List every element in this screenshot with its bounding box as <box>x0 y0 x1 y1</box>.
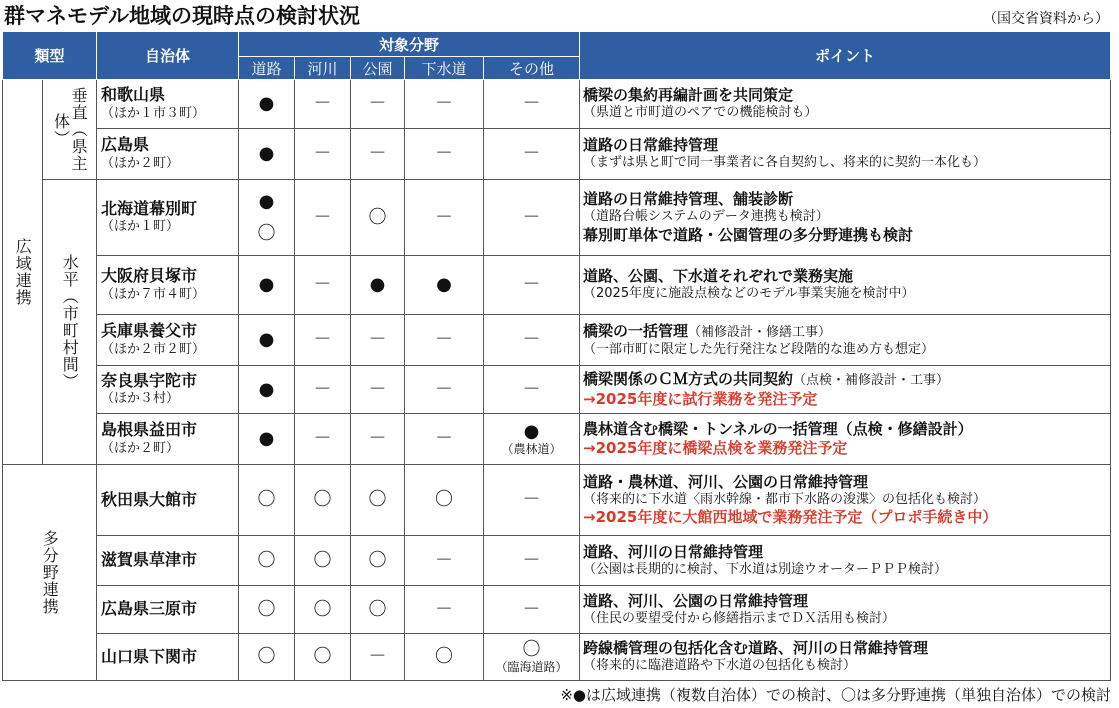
municipality-partners: （ほか７市４町） <box>101 286 206 302</box>
municipality-partners: （ほか１市３町） <box>101 105 206 121</box>
point-schedule: →2025年度に大館西地域で業務発注予定（プロポ手続き中） <box>583 508 998 527</box>
field-mark: － <box>368 646 387 667</box>
point-note: （住民の要望受付から修繕指示までＤＸ活用も検討） <box>583 610 896 626</box>
field-mark-cell <box>351 536 405 586</box>
municipality-cell <box>97 465 239 536</box>
point-cell <box>580 366 1111 414</box>
field-mark-cell <box>484 129 580 180</box>
municipality-name: 大阪府貝塚市 <box>101 266 198 286</box>
municipality-cell <box>97 180 239 256</box>
field-mark: ● <box>258 378 275 400</box>
field-mark-cell <box>405 180 484 256</box>
table-row <box>3 536 1111 586</box>
field-mark-cell <box>239 80 295 129</box>
category-wide <box>3 80 43 465</box>
field-mark-cell <box>351 129 405 180</box>
field-mark: － <box>368 143 387 164</box>
field-mark: － <box>435 378 454 400</box>
field-mark: 〇 <box>435 646 454 667</box>
field-mark: － <box>313 93 332 114</box>
status-table <box>2 31 1111 681</box>
table-row <box>3 586 1111 634</box>
field-mark-cell <box>405 634 484 681</box>
field-mark: ● <box>369 274 386 295</box>
category-vertical-label: 垂直（県主体） <box>51 87 89 172</box>
header-field-sewer: 下水道 <box>405 57 484 80</box>
field-mark-cell <box>239 366 295 414</box>
field-mark-cell <box>351 180 405 256</box>
field-mark: 〇 <box>313 549 332 571</box>
point-note: （道路台帳システムのデータ連携も検討） <box>583 209 829 225</box>
municipality-cell <box>97 80 239 129</box>
point-cell <box>580 256 1111 315</box>
point-note: （県道と市町道のペアでの機能検討も） <box>583 105 818 121</box>
other-field-note: （農林道） <box>501 442 562 456</box>
point-main: 橋梁関係のＣＭ方式の共同契約 <box>583 370 794 389</box>
point-cell <box>580 465 1111 536</box>
field-mark: － <box>435 93 454 114</box>
point-main: 跨線橋管理の包括化含む道路、河川の日常維持管理 <box>583 639 929 658</box>
field-mark: － <box>368 428 387 449</box>
field-mark-cell <box>484 586 580 634</box>
footnote: ※●は広域連携（複数自治体）での検討、〇は多分野連携（単独自治体）での検討 <box>560 686 1111 704</box>
point-note: （2025年度に施設点検などのモデル事業実施を検討中） <box>583 286 915 302</box>
point-inline-note: （点検・補修設計・工事） <box>793 373 950 389</box>
municipality-cell <box>97 315 239 366</box>
field-mark-cell <box>405 80 484 129</box>
table-row <box>3 129 1111 180</box>
field-mark: ● <box>258 274 275 295</box>
field-mark-cell <box>405 465 484 536</box>
point-main: 道路・農林道、河川、公園の日常維持管理 <box>583 472 869 491</box>
point-note: （一部市町に限定した先行発注など段階的な進め方も想定） <box>583 341 935 357</box>
field-mark: 〇 <box>368 489 387 510</box>
field-mark: ● <box>258 93 275 114</box>
header-fields: 対象分野 <box>239 32 580 57</box>
field-mark: － <box>522 489 541 510</box>
point-cell <box>580 414 1111 465</box>
field-mark-cell <box>295 465 351 536</box>
field-mark: 〇 <box>257 646 276 667</box>
point-main: 道路の日常維持管理、舗装診断 <box>583 190 794 209</box>
point-cell <box>580 180 1111 256</box>
field-mark: － <box>313 378 332 400</box>
municipality-name: 島根県益田市 <box>101 420 198 440</box>
point-schedule: →2025年度に橋梁点検を業務発注予定 <box>583 439 848 457</box>
point-inline-note: （補修設計・修繕工事） <box>688 325 832 340</box>
point-main: 道路、河川、公園の日常維持管理 <box>583 591 809 610</box>
field-mark: － <box>522 598 541 620</box>
field-mark: 〇 <box>435 489 454 510</box>
field-mark-cell <box>239 129 295 180</box>
municipality-cell <box>97 634 239 681</box>
field-mark-cell <box>239 414 295 465</box>
field-mark: － <box>368 329 387 350</box>
field-mark: 〇 <box>522 639 541 660</box>
header-field-other: その他 <box>484 57 580 80</box>
point-main: 道路、河川の日常維持管理 <box>583 542 764 561</box>
point-note: （公園は長期的に検討、下水道は別途ウオーターＰＰＰ検討） <box>583 561 948 577</box>
field-mark: － <box>522 378 541 400</box>
point-note: （まずは県と町で同一事業者に各自契約し、将来的に契約一本化も） <box>583 155 987 171</box>
field-mark-cell <box>351 414 405 465</box>
header-field-park: 公園 <box>351 57 405 80</box>
municipality-name: 秋田県大館市 <box>101 489 198 509</box>
point-line <box>583 370 1110 390</box>
category-multi <box>3 465 97 681</box>
field-mark: － <box>368 93 387 114</box>
header-point: ポイント <box>580 32 1111 80</box>
municipality-cell <box>97 256 239 315</box>
field-mark: － <box>313 329 332 350</box>
field-mark: － <box>435 549 454 571</box>
header-type: 類型 <box>3 32 97 80</box>
field-mark-cell <box>239 536 295 586</box>
table-row <box>3 315 1111 366</box>
field-mark-cell <box>295 80 351 129</box>
field-mark-cell <box>239 465 295 536</box>
point-cell <box>580 129 1111 180</box>
field-mark-cell <box>405 414 484 465</box>
field-mark-cell <box>484 180 580 256</box>
municipality-name: 広島県三原市 <box>101 599 198 619</box>
point-note: （将来的に臨港道路や下水道の包括化も検討） <box>583 658 857 674</box>
field-mark: － <box>435 206 454 228</box>
field-mark: ● <box>258 143 275 164</box>
point-main: 農林道含む橋梁・トンネルの一括管理（点検・修繕設計） <box>583 419 973 438</box>
field-mark-cell <box>351 634 405 681</box>
field-mark: ● <box>258 329 275 350</box>
field-mark-cell <box>484 414 580 465</box>
field-mark-cell <box>484 80 580 129</box>
field-mark: － <box>313 143 332 164</box>
municipality-partners: （ほか２町） <box>101 440 180 456</box>
field-mark: － <box>435 428 454 449</box>
field-mark-cell <box>351 366 405 414</box>
field-mark: 〇 <box>257 598 276 620</box>
point-schedule: →2025年度に試行業務を発注予定 <box>583 389 818 408</box>
field-mark-cell <box>239 586 295 634</box>
field-mark-cell <box>295 315 351 366</box>
field-mark-cell <box>484 634 580 681</box>
field-mark: ● <box>258 428 275 449</box>
field-mark-cell <box>239 180 295 256</box>
municipality-name: 広島県 <box>101 135 150 155</box>
header-field-river: 河川 <box>295 57 351 80</box>
field-mark: － <box>313 428 332 449</box>
point-cell <box>580 536 1111 586</box>
field-mark: 〇 <box>368 598 387 620</box>
municipality-name: 兵庫県養父市 <box>101 321 198 341</box>
field-mark-cell <box>484 315 580 366</box>
municipality-name: 和歌山県 <box>101 85 166 105</box>
field-mark: － <box>522 143 541 164</box>
point-cell <box>580 80 1111 129</box>
header-municipality: 自治体 <box>97 32 239 80</box>
field-mark-cell <box>239 256 295 315</box>
table-row <box>3 465 1111 536</box>
field-mark: 〇 <box>257 549 276 571</box>
point-line <box>583 322 1110 342</box>
field-mark-cell <box>484 366 580 414</box>
field-mark-cell <box>351 256 405 315</box>
category-vertical <box>43 80 97 180</box>
header-field-road: 道路 <box>239 57 295 80</box>
field-mark-cell <box>295 256 351 315</box>
field-mark-cell <box>405 315 484 366</box>
point-cell <box>580 315 1111 366</box>
point-cell <box>580 586 1111 634</box>
municipality-cell <box>97 586 239 634</box>
point-note: （将来的に下水道〈雨水幹線・都市下水路の浚渫〉の包括化も検討） <box>583 491 987 507</box>
table-row <box>3 366 1111 414</box>
field-mark-extra: 〇 <box>257 222 276 244</box>
field-mark-cell <box>405 256 484 315</box>
field-mark: － <box>522 93 541 114</box>
field-mark-cell <box>405 366 484 414</box>
field-mark-cell <box>351 315 405 366</box>
field-mark-cell <box>295 634 351 681</box>
field-mark-cell <box>405 129 484 180</box>
field-mark-cell <box>484 465 580 536</box>
table-row <box>3 180 1111 256</box>
field-mark-cell <box>239 315 295 366</box>
field-mark: － <box>522 274 541 295</box>
field-mark: － <box>522 329 541 350</box>
field-mark-cell <box>295 366 351 414</box>
field-mark-cell <box>295 536 351 586</box>
field-mark-cell <box>295 586 351 634</box>
point-main: 道路の日常維持管理 <box>583 136 719 155</box>
field-mark: ● <box>258 190 275 212</box>
field-mark: － <box>435 329 454 350</box>
field-mark: ● <box>436 274 452 295</box>
field-mark: － <box>522 549 541 571</box>
field-mark: 〇 <box>257 489 276 510</box>
field-mark: － <box>435 598 454 620</box>
source-note: （国交省資料から） <box>983 11 1109 27</box>
municipality-name: 奈良県宇陀市 <box>101 370 198 390</box>
table-row <box>3 80 1111 129</box>
field-mark: － <box>435 143 454 164</box>
municipality-partners: （ほか１町） <box>101 219 180 235</box>
field-mark: － <box>522 206 541 228</box>
category-multi-label: 多分野連携 <box>40 530 60 615</box>
field-mark-cell <box>484 256 580 315</box>
field-mark-cell <box>295 129 351 180</box>
point-cell <box>580 634 1111 681</box>
municipality-cell <box>97 414 239 465</box>
other-field-note: （臨海道路） <box>495 660 568 674</box>
field-mark-cell <box>239 634 295 681</box>
category-wide-label: 広域連携 <box>13 238 33 306</box>
point-main: 橋梁の一括管理 <box>583 322 689 340</box>
table-row <box>3 634 1111 681</box>
municipality-partners: （ほか２町） <box>101 155 180 171</box>
municipality-name: 山口県下関市 <box>101 646 198 666</box>
field-mark: 〇 <box>313 598 332 620</box>
municipality-name: 滋賀県草津市 <box>101 550 198 570</box>
field-mark: － <box>313 274 332 295</box>
table-row <box>3 414 1111 465</box>
municipality-partners: （ほか２市２町） <box>101 341 206 357</box>
field-mark-cell <box>295 414 351 465</box>
page-title: 群マネモデル地域の現時点の検討状況 <box>4 4 360 28</box>
field-mark: 〇 <box>313 646 332 667</box>
table-row <box>3 256 1111 315</box>
field-mark-cell <box>405 586 484 634</box>
field-mark-cell <box>351 586 405 634</box>
field-mark-cell <box>405 536 484 586</box>
municipality-cell <box>97 366 239 414</box>
field-mark-cell <box>351 465 405 536</box>
category-horizontal-label: 水平（市町村間） <box>60 254 80 390</box>
municipality-cell <box>97 536 239 586</box>
field-mark: 〇 <box>368 206 387 228</box>
point-main: 幕別町単体で道路・公園管理の多分野連携も検討 <box>583 225 914 244</box>
field-mark: 〇 <box>368 549 387 571</box>
field-mark-cell <box>351 80 405 129</box>
municipality-cell <box>97 129 239 180</box>
field-mark: － <box>368 378 387 400</box>
point-main: 橋梁の集約再編計画を共同策定 <box>583 86 794 105</box>
field-mark: ● <box>523 421 540 442</box>
field-mark-cell <box>484 536 580 586</box>
category-horizontal <box>43 180 97 465</box>
point-main: 道路、公園、下水道それぞれで業務実施 <box>583 267 854 286</box>
municipality-partners: （ほか３村） <box>101 391 180 407</box>
field-mark-cell <box>295 180 351 256</box>
field-mark: － <box>313 206 332 228</box>
municipality-name: 北海道幕別町 <box>101 198 198 218</box>
field-mark: 〇 <box>313 489 332 510</box>
